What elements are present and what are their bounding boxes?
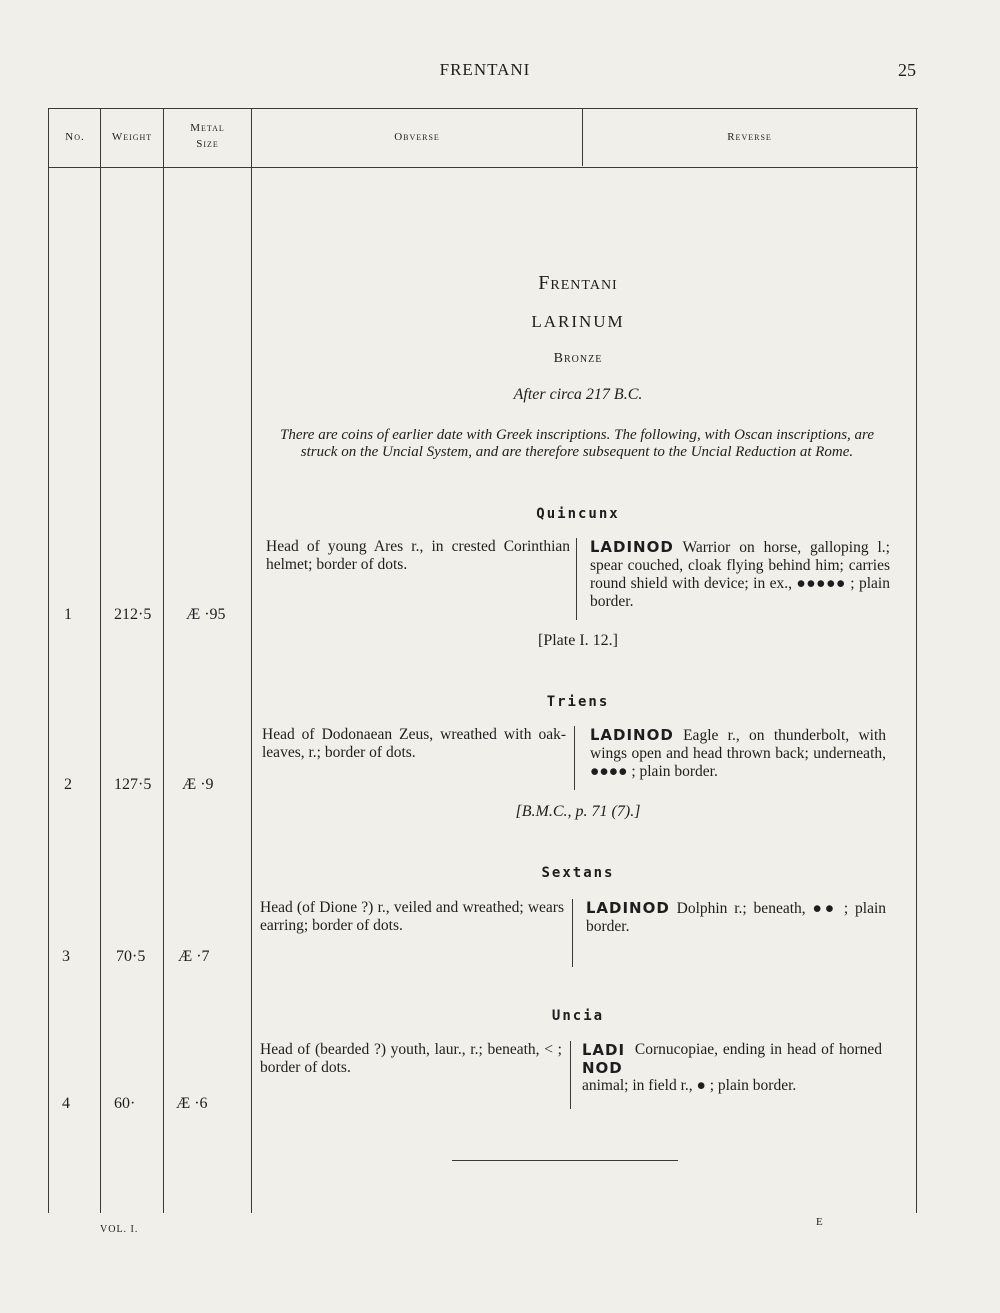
obverse-description: Head (of Dione ?) r., veiled and wreathed; wears earring; border of dots. — [260, 899, 564, 934]
oscan-legend: ᒪADI NOD — [582, 1041, 626, 1077]
section-end-rule — [452, 1160, 678, 1161]
page-number: 25 — [898, 60, 916, 80]
coin-metal-size: Æ ·95 — [186, 606, 226, 623]
running-head: FRENTANI — [439, 60, 531, 79]
obverse-description: Head of young Ares r., in crested Corinthian helmet; border of dots. — [266, 538, 570, 573]
coin-weight: 70·5 — [116, 948, 146, 965]
coin-weight: 60· — [114, 1095, 136, 1112]
reverse-description — [582, 1041, 882, 1095]
coin-number: 4 — [62, 1095, 70, 1112]
catalogue-reference: [B.M.C., p. 71 (7).] — [515, 803, 641, 820]
reverse-text: Cornucopiae, ending in head of horned animal; in field r., ● ; plain border. — [582, 1041, 883, 1094]
volume-signature: VOL. I. — [100, 1224, 139, 1235]
obverse-description: Head of (bearded ?) youth, laur., r.; beneath, < ; border of dots. — [260, 1041, 562, 1076]
table-header-rule — [48, 167, 918, 168]
plate-reference: [Plate I. 12.] — [538, 632, 618, 649]
coin-metal-size: Æ ·9 — [182, 776, 214, 793]
column-header-weight: Weight — [111, 131, 153, 143]
coin-weight: 127·5 — [114, 776, 152, 793]
oscan-legend: ᒪADINOD — [586, 899, 670, 917]
column-header-no: No. — [65, 131, 85, 143]
column-rule-left — [48, 108, 49, 1213]
coin-metal-size: Æ ·6 — [176, 1095, 208, 1112]
section-region: Frentani — [538, 272, 618, 294]
column-header-size: Size — [196, 138, 219, 150]
reverse-description — [586, 899, 886, 936]
section-city: LARINUM — [531, 312, 625, 331]
section-metal: Bronze — [553, 351, 603, 366]
reverse-text: Warrior on horse, galloping l.; spear couched, cloak flying behind him; carries round shield with device; in ex., ●●●●● ; plain border. — [590, 539, 890, 610]
column-rule-metal — [251, 108, 252, 1213]
reverse-description — [590, 726, 886, 781]
obverse-reverse-divider — [574, 726, 575, 790]
coin-weight: 212·5 — [114, 606, 152, 623]
column-header-obverse: Obverse — [394, 131, 440, 143]
column-rule-right — [916, 108, 917, 1213]
printer-signature: E — [816, 1216, 823, 1228]
oscan-legend: ᒪADINOD — [590, 538, 674, 556]
reverse-text: Dolphin r.; beneath, ●● ; plain border. — [586, 900, 887, 935]
denomination-heading: Sextans — [541, 865, 615, 881]
obverse-description: Head of Dodonaean Zeus, wreathed with oak-leaves, r.; border of dots. — [262, 726, 566, 761]
denomination-heading: Quincunx — [536, 506, 620, 522]
column-header-reverse: Reverse — [727, 131, 772, 143]
coin-number: 2 — [64, 776, 72, 793]
column-rule-weight — [163, 108, 164, 1213]
reverse-text: Eagle r., on thunderbolt, with wings open and head thrown back; underneath, ●●●● ; plain border. — [590, 727, 887, 780]
section-note: There are coins of earlier date with Greek inscriptions. The following, with Oscan inscriptions, are struck on the Uncial System, and are therefore subsequent to the Uncial Reduction at Rome. — [280, 427, 874, 460]
coin-metal-size: Æ ·7 — [178, 948, 210, 965]
coin-number: 1 — [64, 606, 72, 623]
section-date: After circa 217 B.C. — [513, 386, 643, 403]
denomination-heading: Triens — [546, 694, 610, 710]
oscan-legend: ᒪADINOD — [590, 726, 674, 744]
obverse-reverse-divider — [570, 1041, 571, 1109]
obverse-reverse-divider — [576, 538, 577, 620]
column-rule-no — [100, 108, 101, 1213]
column-header-metal: Metal — [190, 122, 225, 134]
coin-number: 3 — [62, 948, 70, 965]
denomination-heading: Uncia — [551, 1008, 605, 1024]
reverse-description — [590, 538, 890, 611]
table-top-rule — [48, 108, 918, 109]
obverse-reverse-divider — [572, 899, 573, 967]
